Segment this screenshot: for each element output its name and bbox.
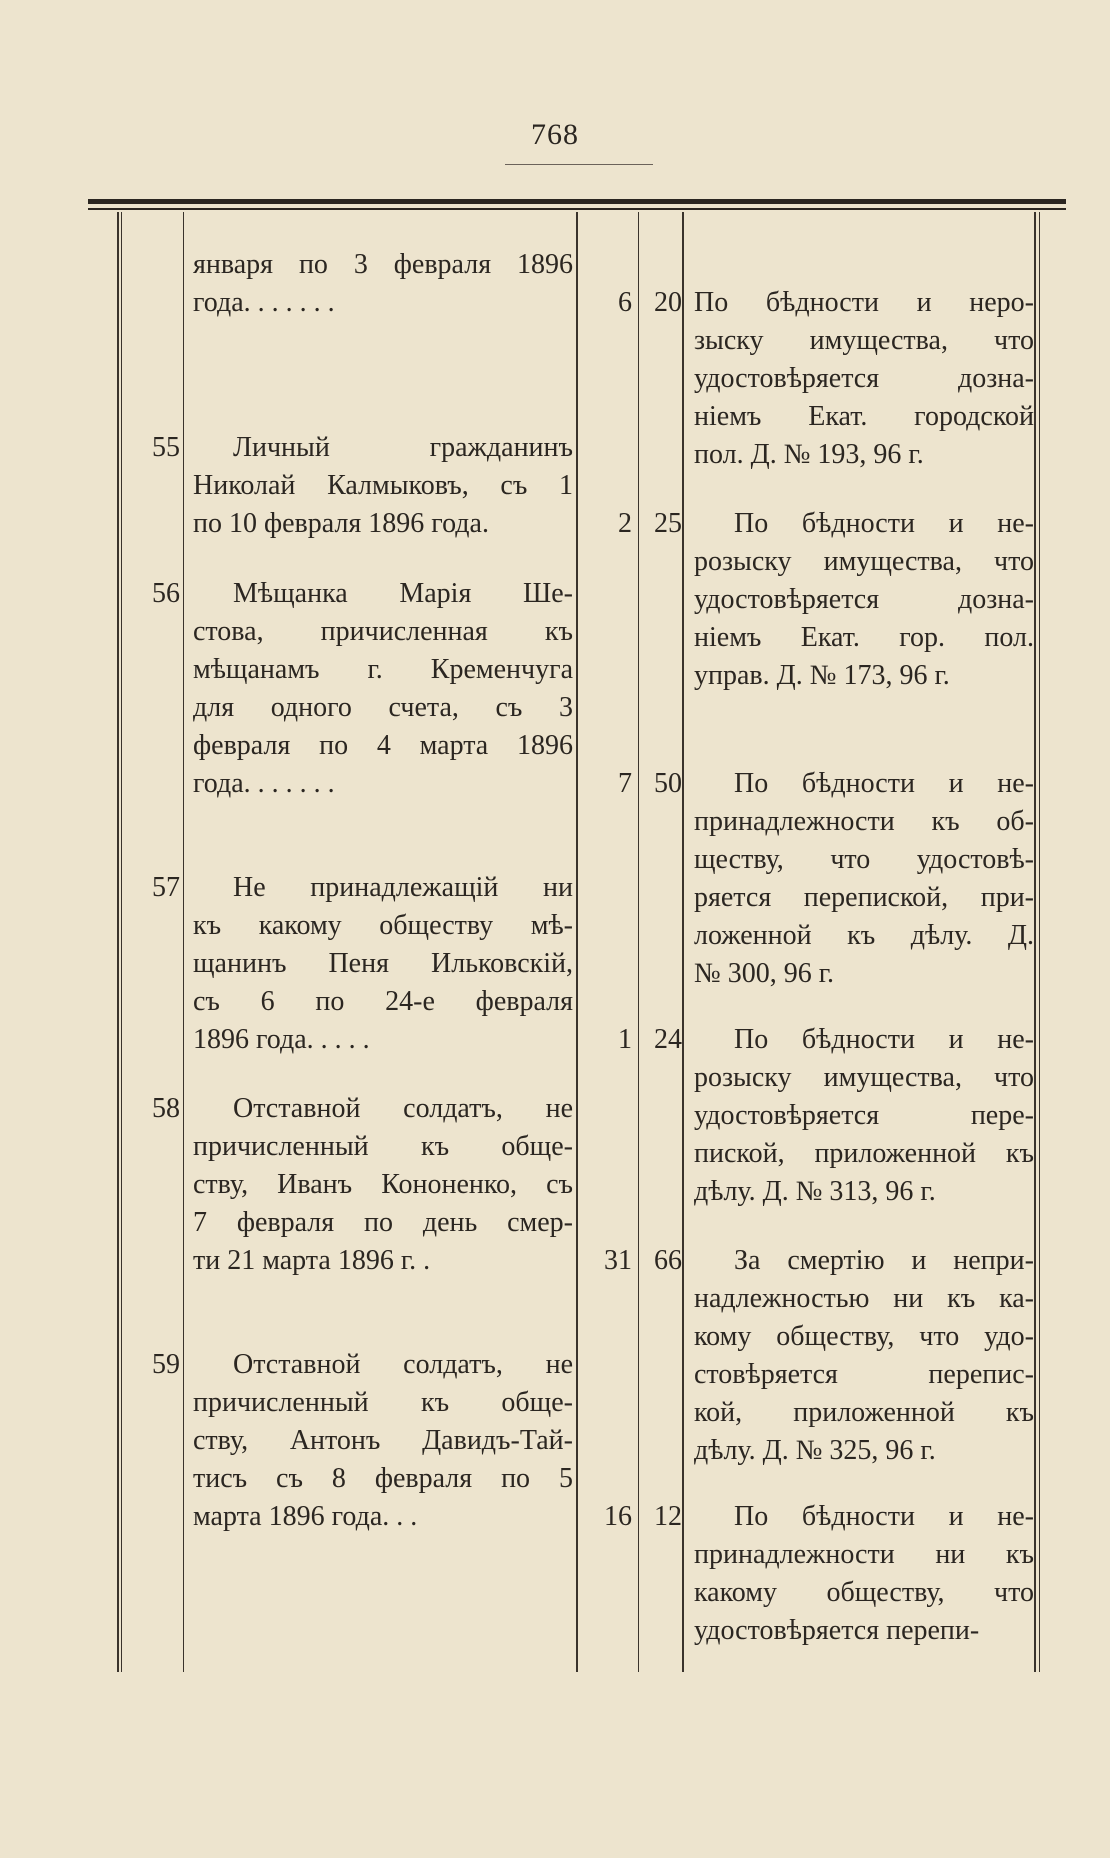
row-kopecks: 12 [654,1501,682,1532]
header-rule-thin [88,208,1066,210]
row-description: января по 3 февраля 1896 года. . . . . . . [193,249,573,318]
row-kopecks: 25 [654,508,682,539]
column-divider-rubles [638,212,639,1672]
column-divider-description [576,212,578,1672]
row-description: Не принадлежащій ни къ какому обществу мѣ- щанинъ Пеня Ильковскій, съ 6 по 24-е февраля 1896 года. . . . . [193,872,573,1055]
row-reason: По бѣдности и не- розыску имущества, что удостовѣряется пере- пиской, приложенной къ дѣлу. Д. № 313, 96 г. [694,1024,1034,1207]
column-divider-kopecks [682,212,684,1672]
row-kopecks: 20 [654,287,682,318]
table-border-left-inner [121,212,122,1672]
column-divider-number [183,212,184,1672]
row-reason: По бѣдности и не- принадлежности ни къ какому обществу, что удостовѣряется перепи- [694,1501,1034,1646]
table-border-right-outer [1039,212,1040,1672]
table-border-left [117,212,119,1672]
row-rubles: 2 [618,508,632,539]
header-rule-thick [88,199,1066,204]
row-rubles: 16 [604,1501,632,1532]
row-description: Мѣщанка Марія Ше- стова, причисленная къ мѣщанамъ г. Кременчуга для одного счета, съ 3 февраля по 4 марта 1896 года. . . . . . . [193,578,573,799]
row-reason: По бѣдности и неро- зыску имущества, что удостовѣряется дозна- ніемъ Екат. городской пол. Д. № 193, 96 г. [694,287,1034,470]
row-number: 57 [152,872,180,903]
page-number-rule [505,164,653,165]
row-number: 58 [152,1093,180,1124]
row-number: 59 [152,1349,180,1380]
row-number: 55 [152,432,180,463]
page-number: 768 [531,118,579,151]
row-number: 56 [152,578,180,609]
row-kopecks: 50 [654,768,682,799]
row-rubles: 1 [618,1024,632,1055]
row-rubles: 6 [618,287,632,318]
row-rubles: 7 [618,768,632,799]
row-description: Отставной солдатъ, не причисленный къ обще- ству, Иванъ Кононенко, съ 7 февраля по день смер- ти 21 марта 1896 г. . [193,1093,573,1276]
row-kopecks: 66 [654,1245,682,1276]
row-description: Личный гражданинъ Николай Калмыковъ, съ 1 по 10 февраля 1896 года. [193,432,573,539]
row-reason: По бѣдности и не- розыску имущества, что удостовѣряется дозна- ніемъ Екат. гор. пол. управ. Д. № 173, 96 г. [694,508,1034,691]
table-border-right [1034,212,1036,1672]
row-kopecks: 24 [654,1024,682,1055]
row-rubles: 31 [604,1245,632,1276]
row-reason: По бѣдности и не- принадлежности къ об- ществу, что удостовѣ- ряется перепиской, при- ложенной къ дѣлу. Д. № 300, 96 г. [694,768,1034,989]
row-description: Отставной солдатъ, не причисленный къ обще- ству, Антонъ Давидъ-Тай- тисъ съ 8 февраля по 5 марта 1896 года. . . [193,1349,573,1532]
row-reason: За смертію и непри- надлежностью ни къ ка- кому обществу, что удо- стовѣряется перепис- кой, приложенной къ дѣлу. Д. № 325, 96 г. [694,1245,1034,1466]
